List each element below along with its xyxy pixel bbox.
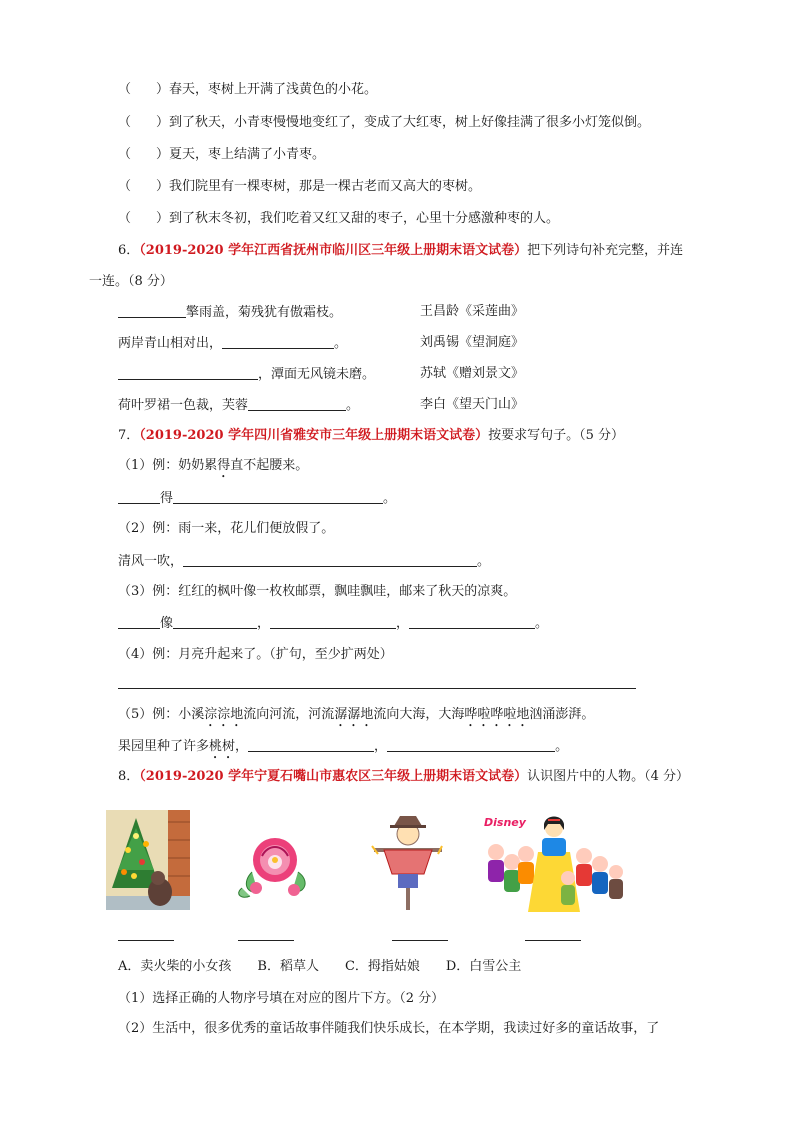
question-6-header <box>118 242 683 260</box>
poem-text-end: 。 <box>334 336 348 351</box>
sentence-example-5 <box>118 706 594 730</box>
order-item <box>118 114 650 132</box>
poem-source: 苏轼《赠刘景文》 <box>420 366 525 381</box>
sentence-example-1 <box>118 457 308 481</box>
picture-answer-line[interactable] <box>392 940 448 941</box>
poem-text: 擎雨盖，菊残犹有傲霜枝。 <box>186 305 343 320</box>
order-item <box>118 178 481 196</box>
question-instruction: 认识图片中的人物。（4 分） <box>527 769 689 784</box>
fill-dotted: 桃树 <box>209 739 236 754</box>
question-7-header <box>118 427 624 445</box>
poem-row <box>118 396 359 415</box>
fill-blank[interactable] <box>118 614 160 629</box>
fill-blank[interactable] <box>183 552 477 567</box>
order-text: 夏天，枣上结满了小青枣。 <box>169 147 326 162</box>
example-text: 汹涌澎湃。 <box>529 707 595 722</box>
order-paren-open: （ <box>118 211 132 226</box>
sentence-example-3: （3）例：红红的枫叶像一枚枚邮票，飘哇飘哇，邮来了秋天的凉爽。 <box>118 584 517 599</box>
order-item <box>118 146 325 164</box>
example-dotted: 得 <box>217 458 231 473</box>
example-dotted: 哗啦哗啦地 <box>464 707 530 722</box>
poem-row <box>118 334 347 353</box>
fill-comma: ， <box>396 616 410 631</box>
fill-blank[interactable] <box>173 489 383 504</box>
fill-end: 。 <box>477 554 491 569</box>
order-paren-close: ） <box>156 115 170 130</box>
order-paren-open: （ <box>118 179 132 194</box>
poem-row <box>118 365 375 384</box>
sentence-fill-5 <box>118 737 568 762</box>
order-text: 到了秋天，小青枣慢慢地变红了，变成了大红枣，树上好像挂满了很多小灯笼似倒。 <box>169 115 651 130</box>
fill-word: 得 <box>160 491 174 506</box>
question-source: （2019-2020 学年四川省雅安市三年级上册期末语文试卷） <box>139 428 489 443</box>
question-8-part-2: （2）生活中，很多优秀的童话故事伴随我们快乐成长，在本学期，我读过好多的童话故事，了 <box>118 1021 660 1036</box>
fill-blank[interactable] <box>248 396 346 411</box>
order-text: 我们院里有一棵枣树，那是一棵古老而又高大的枣树。 <box>169 179 482 194</box>
fill-blank[interactable] <box>270 614 396 629</box>
example-dotted: 淙淙地 <box>204 707 244 722</box>
fill-end: 。 <box>555 739 569 754</box>
fill-word: 像 <box>160 616 174 631</box>
example-text: 直不起腰来。 <box>230 458 309 473</box>
order-paren-close: ） <box>156 147 170 162</box>
poem-source: 王昌龄《采莲曲》 <box>420 304 525 319</box>
example-text: 流向河流，河流 <box>243 707 335 722</box>
question-8-part-1: （1）选择正确的人物序号填在对应的图片下方。（2 分） <box>118 991 445 1006</box>
question-source: （2019-2020 学年宁夏石嘴山市惠农区三年级上册期末语文试卷） <box>139 769 528 784</box>
order-paren-open: （ <box>118 115 132 130</box>
example-text: （1）例：奶奶累 <box>118 458 218 473</box>
poem-source: 李白《望天门山》 <box>420 397 525 412</box>
fill-blank[interactable] <box>222 334 334 349</box>
question-number: 7． <box>118 428 140 443</box>
snow-white-picture <box>478 812 626 916</box>
scarecrow-picture <box>368 812 448 912</box>
fill-comma: ， <box>374 739 388 754</box>
order-paren-close: ） <box>156 211 170 226</box>
order-text: 春天，枣树上开满了浅黄色的小花。 <box>169 82 378 97</box>
order-item <box>118 210 559 228</box>
fill-blank[interactable] <box>118 489 160 504</box>
fill-blank[interactable] <box>248 737 374 752</box>
rose-picture <box>232 832 318 902</box>
picture-answer-line[interactable] <box>118 940 174 941</box>
question-source: （2019-2020 学年江西省抚州市临川区三年级上册期末语文试卷） <box>139 243 528 258</box>
sentence-example-2: （2）例：雨一来，花儿们便放假了。 <box>118 521 335 536</box>
fill-blank[interactable] <box>387 737 555 752</box>
fill-comma: ， <box>235 739 249 754</box>
order-paren-open: （ <box>118 82 132 97</box>
question-number: 8． <box>118 769 140 784</box>
fill-end: 。 <box>383 491 397 506</box>
poem-text: 荷叶罗裙一色裁，芙蓉 <box>118 398 249 413</box>
fill-blank[interactable] <box>409 614 535 629</box>
picture-answer-line[interactable] <box>525 940 581 941</box>
fill-comma: ， <box>257 616 271 631</box>
question-6-instruction-cont: 一连。（8 分） <box>89 274 173 289</box>
fill-word: 果园里种了许多 <box>118 739 210 754</box>
example-dotted: 潺潺地 <box>334 707 374 722</box>
fill-blank[interactable] <box>118 365 258 380</box>
poem-text-end: 。 <box>346 398 360 413</box>
disney-logo-text: Disney <box>484 816 526 829</box>
poem-text: 两岸青山相对出， <box>118 336 223 351</box>
example-text: 流向大海，大海 <box>373 707 465 722</box>
fill-blank[interactable] <box>173 614 257 629</box>
fill-end: 。 <box>535 616 549 631</box>
order-paren-close: ） <box>156 179 170 194</box>
order-item <box>118 81 377 99</box>
poem-text: ，潭面无风镜未磨。 <box>258 367 376 382</box>
sentence-fill-3 <box>118 614 548 633</box>
sentence-fill-2 <box>118 552 490 571</box>
fill-word: 清风一吹， <box>118 554 184 569</box>
example-text: （5）例：小溪 <box>118 707 205 722</box>
picture-answer-line[interactable] <box>238 940 294 941</box>
question-number: 6． <box>118 243 140 258</box>
fill-blank[interactable] <box>118 303 186 318</box>
sentence-fill-1 <box>118 489 396 508</box>
options-line: A．卖火柴的小女孩 B．稻草人 C．拇指姑娘 D．白雪公主 <box>118 959 522 974</box>
question-8-header <box>118 768 689 786</box>
question-instruction: 按要求写句子。（5 分） <box>488 428 624 443</box>
question-instruction: 把下列诗句补充完整，并连 <box>527 243 684 258</box>
order-paren-open: （ <box>118 147 132 162</box>
answer-line[interactable] <box>118 688 636 689</box>
poem-source: 刘禹锡《望洞庭》 <box>420 335 525 350</box>
poem-row <box>118 303 342 322</box>
order-text: 到了秋末冬初，我们吃着又红又甜的枣子，心里十分感激种枣的人。 <box>169 211 560 226</box>
sentence-example-4: （4）例：月亮升起来了。（扩句，至少扩两处） <box>118 647 393 662</box>
match-girl-picture <box>106 810 190 910</box>
order-paren-close: ） <box>156 82 170 97</box>
